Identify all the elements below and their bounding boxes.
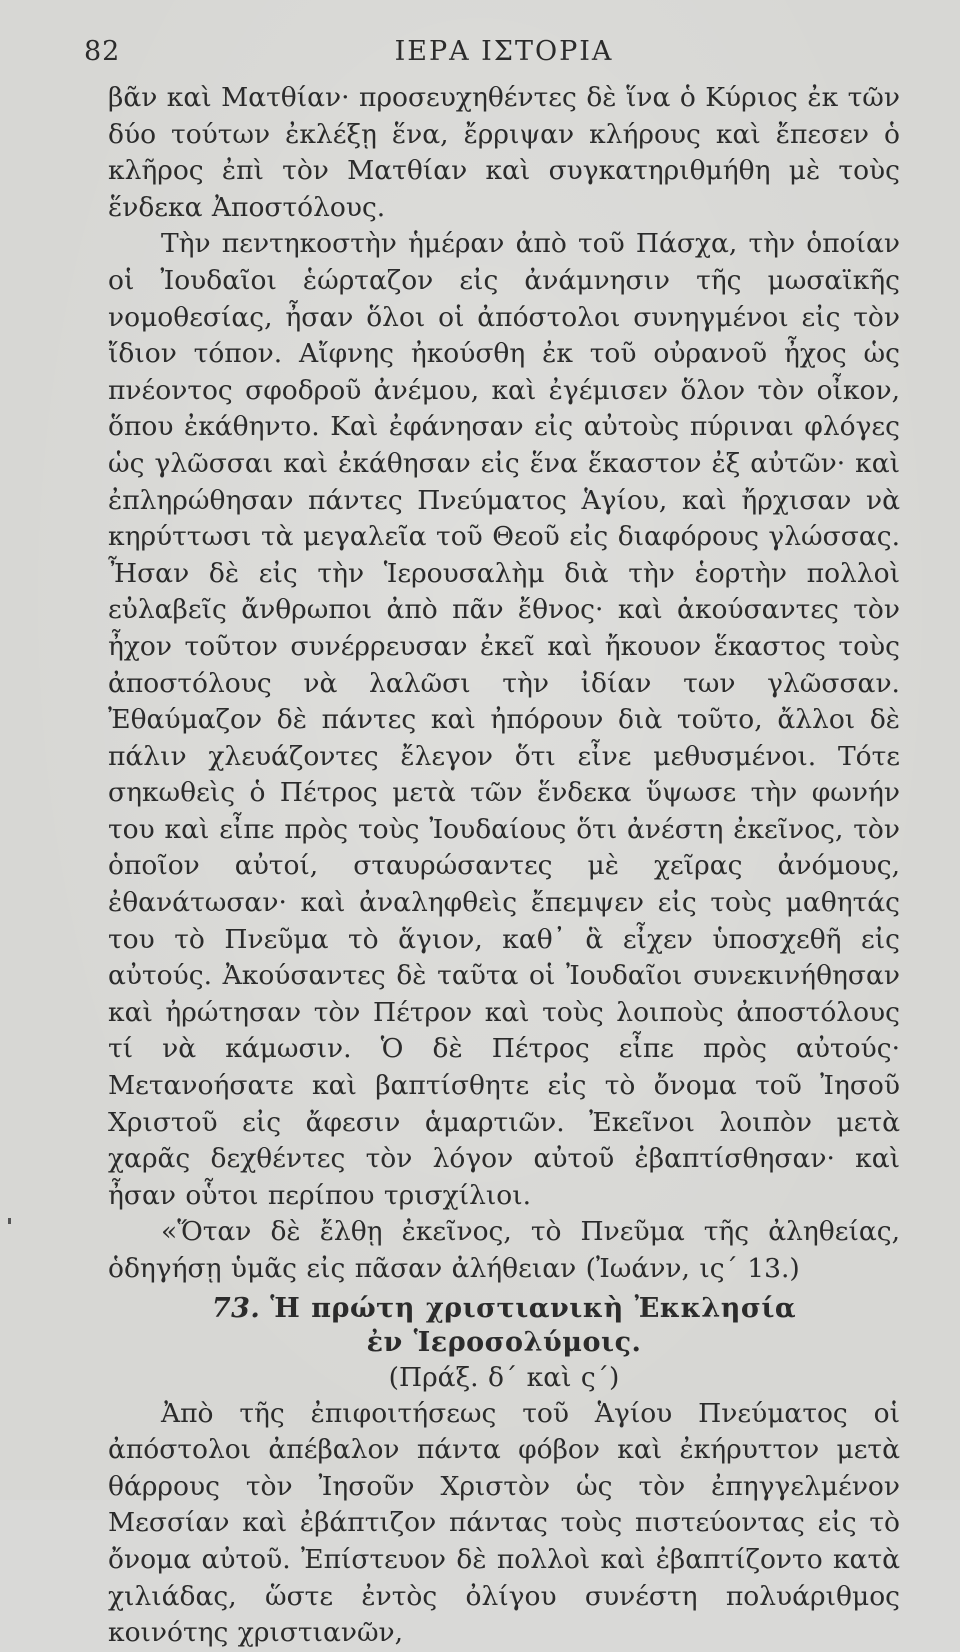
running-title: ΙΕΡΑ ΙΣΤΟΡΙΑ xyxy=(394,36,614,67)
section-title-line1: Ἡ πρώτη χριστιανικὴ Ἐκκλησία xyxy=(270,1292,797,1324)
section-reference: (Πράξ. δ΄ καὶ ς΄) xyxy=(388,1361,620,1393)
scan-artifact xyxy=(8,1218,11,1224)
section-heading xyxy=(108,1292,900,1360)
page-header xyxy=(84,34,900,80)
paragraph-pentecost: Τὴν πεντηκοστὴν ἡμέραν ἀπὸ τοῦ Πάσχα, τὴν ὁποίαν οἱ Ἰουδαῖοι ἑώρταζον εἰς ἀνάμνησιν τῆς μωσαϊκῆς νομοθεσίας, ἦσαν ὅλοι οἱ ἀπόστολοι συνηγμένοι εἰς τὸν ἴδιον τόπον. Αἴφνης ἠκούσθη ἐκ τοῦ οὐρανοῦ ἦχος ὡς πνέοντος σφοδροῦ ἀνέμου, καὶ ἐγέμισεν ὅλον τὸν οἶκον, ὅπου ἐκάθηντο. Καὶ ἐφάνησαν εἰς αὐτοὺς πύριναι φλόγες ὡς γλῶσσαι καὶ ἐκάθησαν εἰς ἕνα ἕκαστον ἐξ αὐτῶν· καὶ ἐπληρώθησαν πάντες Πνεύματος Ἁγίου, καὶ ἤρχισαν νὰ κηρύττωσι τὰ μεγαλεῖα τοῦ Θεοῦ εἰς διαφόρους γλώσσας. Ἦσαν δὲ εἰς τὴν Ἱερουσαλὴμ διὰ τὴν ἑορτὴν πολλοὶ εὐλαβεῖς ἄνθρωποι ἀπὸ πᾶν ἔθνος· καὶ ἀκούσαντες τὸν ἦχον τοῦτον συνέρρευσαν ἐκεῖ καὶ ἤκουον ἕκαστος τοὺς ἀποστόλους νὰ λαλῶσι τὴν ἰδίαν των γλῶσσαν. Ἐθαύμαζον δὲ πάντες καὶ ἠπόρουν διὰ τοῦτο, ἄλλοι δὲ πάλιν χλευάζοντες ἔλεγον ὅτι εἶνε μεθυσμένοι. Τότε σηκωθεὶς ὁ Πέτρος μετὰ τῶν ἕνδεκα ὕψωσε τὴν φωνήν του καὶ εἶπε πρὸς τοὺς Ἰουδαίους ὅτι ἀνέστη ἐκεῖνος, τὸν ὁποῖον αὐτοί, σταυρώσαντες μὲ χεῖρας ἀνόμους, ἐθανάτωσαν· καὶ ἀναληφθεὶς ἔπεμψεν εἰς τοὺς μαθητάς του τὸ Πνεῦμα τὸ ἅγιον, καθ᾽ ἃ εἶχεν ὑποσχεθῆ εἰς αὐτούς. Ἀκούσαντες δὲ ταῦτα οἱ Ἰουδαῖοι συνεκινήθησαν καὶ ἠρώτησαν τὸν Πέτρον καὶ τοὺς λοιποὺς ἀποστόλους τί νὰ κάμωσιν. Ὁ δὲ Πέτρος εἶπε πρὸς αὐτούς· Μετανοήσατε καὶ βαπτίσθητε εἰς τὸ ὄνομα τοῦ Ἰησοῦ Χριστοῦ εἰς ἄφεσιν ἁμαρτιῶν. Ἐκεῖνοι λοιπὸν μετὰ χαρᾶς δεχθέντες τὸν λόγον αὐτοῦ ἐβαπτίσθησαν· καὶ ἦσαν οὗτοι περίπου τρισχίλιοι. xyxy=(108,228,900,1211)
section-title-line2: ἐν Ἱεροσολύμοις. xyxy=(366,1326,642,1358)
paragraph-quotation: «Ὅταν δὲ ἔλθῃ ἐκεῖνος, τὸ Πνεῦμα τῆς ἀληθείας, ὁδηγήσῃ ὑμᾶς εἰς πᾶσαν ἀλήθειαν (Ἰωάνν, ις΄ 13.) xyxy=(108,1216,900,1284)
paragraph-continuation: βᾶν καὶ Ματθίαν· προσευχηθέντες δὲ ἵνα ὁ Κύριος ἐκ τῶν δύο τούτων ἐκλέξῃ ἕνα, ἔρριψαν κλήρους καὶ ἔπεσεν ὁ κλῆρος ἐπὶ τὸν Ματθίαν καὶ συγκατηριθμήθη μὲ τοὺς ἕνδεκα Ἀποστόλους. xyxy=(108,82,900,223)
page-number: 82 xyxy=(84,36,121,67)
body-text xyxy=(108,80,900,1652)
paragraph-first-church: Ἀπὸ τῆς ἐπιφοιτήσεως τοῦ Ἁγίου Πνεύματος οἱ ἀπόστολοι ἀπέβαλον πάντα φόβον καὶ ἐκήρυττον μετὰ θάρρους τὸν Ἰησοῦν Χριστὸν ὡς τὸν ἐπηγγελμένον Μεσσίαν καὶ ἐβάπτιζον πάντας τοὺς πιστεύοντας εἰς τὸ ὄνομα αὐτοῦ. Ἐπίστευον δὲ πολλοὶ καὶ ἐβαπτίζοντο κατὰ χιλιάδας, ὥστε ἐντὸς ὀλίγου συνέστη πολυάριθμος κοινότης χριστιανῶν, xyxy=(108,1397,900,1649)
section-number: 73. xyxy=(211,1292,261,1324)
